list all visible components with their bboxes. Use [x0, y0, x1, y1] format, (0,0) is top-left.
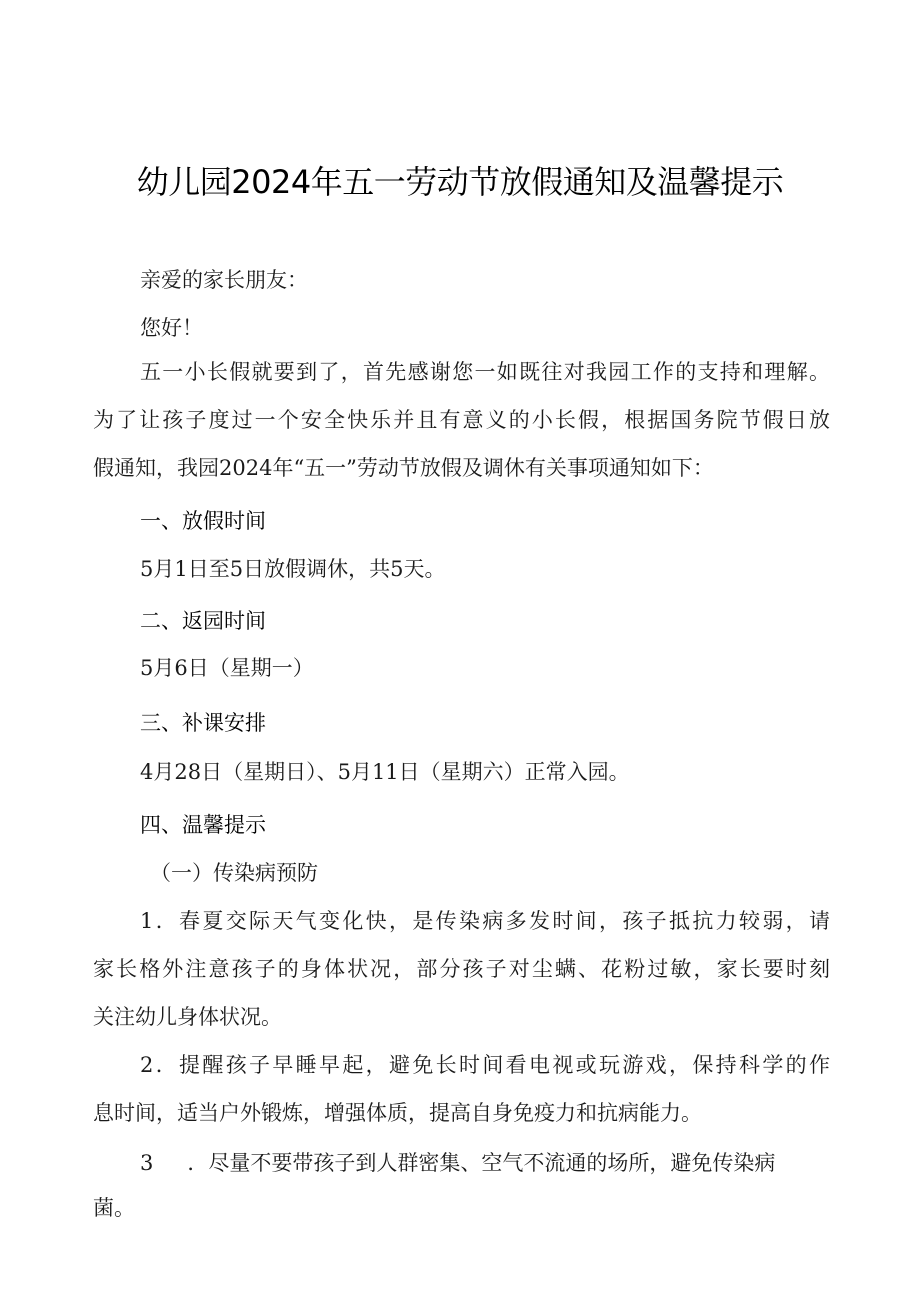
item-1-line-2: 家长格外注意孩子的身体状况，部分孩子对尘螨、花粉过敏，家长要时刻 — [93, 957, 830, 981]
section-heading-return: 二、返园时间 — [140, 609, 266, 633]
salutation: 您好！ — [140, 316, 203, 340]
intro-line-3: 假通知，我园2024年“五一”劳动节放假及调休有关事项通知如下： — [93, 456, 714, 480]
item-3-line-2: 菌。 — [93, 1196, 135, 1220]
item-1-line-1: 1．春夏交际天气变化快，是传染病多发时间，孩子抵抗力较弱，请 — [140, 909, 830, 933]
item-3-number: 3 — [140, 1151, 154, 1175]
item-3-line-1 — [140, 1148, 775, 1178]
greeting: 亲爱的家长朋友： — [140, 268, 308, 292]
section-text-makeup: 4月28日（星期日）、5月11日（星期六）正常入园。 — [140, 760, 630, 784]
section-text-return: 5月6日（星期一） — [140, 656, 314, 680]
page-title: 幼儿园2024年五一劳动节放假通知及温馨提示 — [136, 163, 784, 201]
intro-line-2: 为了让孩子度过一个安全快乐并且有意义的小长假，根据国务院节假日放 — [93, 408, 830, 432]
subsection-heading: （一）传染病预防 — [150, 861, 318, 885]
item-2-line-2: 息时间，适当户外锻炼，增强体质，提高自身免疫力和抗病能力。 — [93, 1101, 702, 1125]
item-1-line-3: 关注幼儿身体状况。 — [93, 1005, 282, 1029]
section-heading-makeup: 三、补课安排 — [140, 711, 266, 735]
item-3-text: ．尽量不要带孩子到人群密集、空气不流通的场所，避免传染病 — [187, 1151, 776, 1175]
section-heading-tips: 四、温馨提示 — [140, 813, 266, 837]
intro-line-1: 五一小长假就要到了，首先感谢您一如既往对我园工作的支持和理解。 — [140, 360, 830, 384]
section-text-holiday: 5月1日至5日放假调休，共5天。 — [140, 557, 446, 581]
section-heading-holiday: 一、放假时间 — [140, 509, 266, 533]
item-2-line-1: 2．提醒孩子早睡早起，避免长时间看电视或玩游戏，保持科学的作 — [140, 1053, 830, 1077]
